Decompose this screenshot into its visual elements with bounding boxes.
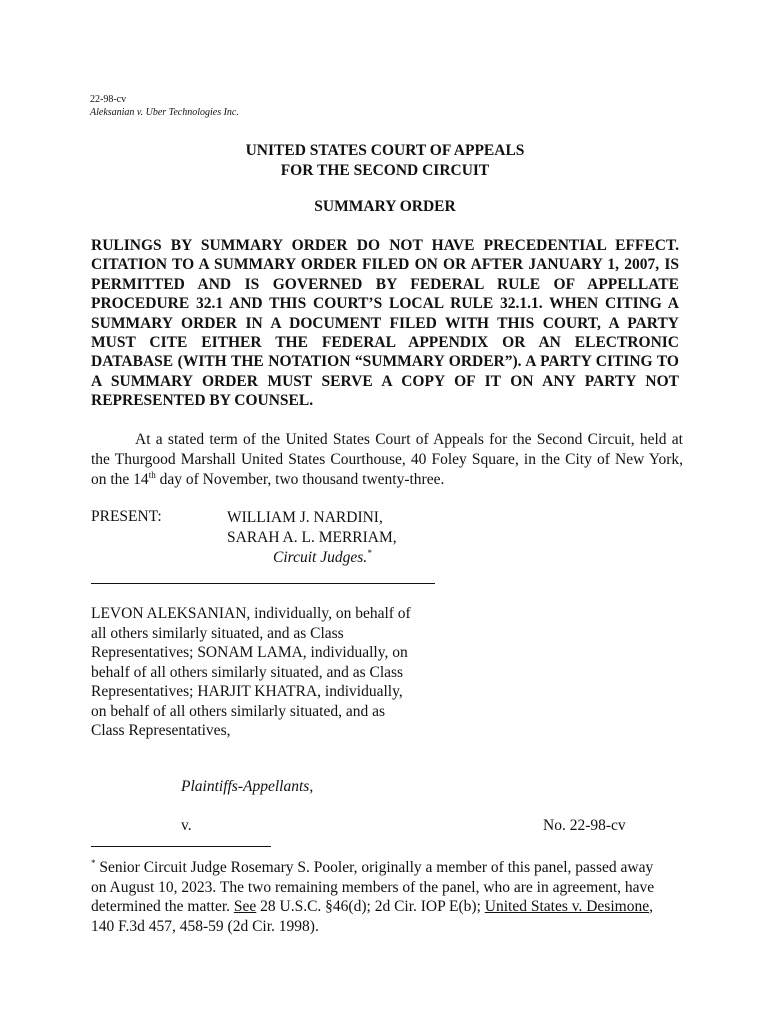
court-name-line2: FOR THE SECOND CIRCUIT xyxy=(280,161,490,179)
footnote-reference-mark: * xyxy=(367,547,372,558)
judges-block xyxy=(227,508,397,568)
header-docket: 22-98-cv xyxy=(90,94,127,105)
footnote xyxy=(91,854,666,936)
footnote-text-1: Senior Circuit Judge Rosemary S. Pooler, originally a member of this panel, passed away on August 10, 2023. The two remaining members of the panel, who are in agreement, have determined the matter. xyxy=(91,859,655,916)
party-role xyxy=(181,778,313,796)
court-name xyxy=(0,141,770,180)
docket-number: No. 22-98-cv xyxy=(543,817,626,834)
document-title: SUMMARY ORDER xyxy=(314,198,456,215)
footnote-text-2: 28 U.S.C. §46(d); 2d Cir. IOP E(b); xyxy=(256,898,485,916)
judges-title xyxy=(227,548,397,568)
precedential-notice: RULINGS BY SUMMARY ORDER DO NOT HAVE PRECEDENTIAL EFFECT. CITATION TO A SUMMARY ORDER FILED ON OR AFTER JANUARY 1, 2007, IS PERMITTED AND IS GOVERNED BY FEDERAL RULE OF APPELLATE PROCEDURE 32.1 AND THIS COURT’S LOCAL RULE 32.1.1. WHEN CITING A SUMMARY ORDER IN A DOCUMENT FILED WITH THIS COURT, A PARTY MUST CITE EITHER THE FEDERAL APPENDIX OR AN ELECTRONIC DATABASE (WITH THE NOTATION “SUMMARY ORDER”). A PARTY CITING TO A SUMMARY ORDER MUST SERVE A COPY OF IT ON ANY PARTY NOT REPRESENTED BY COUNSEL. xyxy=(91,237,679,410)
footnote-divider xyxy=(91,846,271,847)
court-name-line1: UNITED STATES COURT OF APPEALS xyxy=(245,142,525,159)
versus: v. xyxy=(181,817,192,834)
judge-merriam: SARAH A. L. MERRIAM, xyxy=(227,529,397,546)
header-caption: Aleksanian v. Uber Technologies Inc. xyxy=(90,107,239,118)
recital-text-end: day of November, two thousand twenty-three. xyxy=(155,471,445,488)
plaintiffs-caption: LEVON ALEKSANIAN, individually, on behalf of all others similarly situated, and as Class Representatives; SONAM LAMA, individually, on behalf of all others similarly situated, and as Class Representatives; HARJIT KHATRA, individually, on behalf of all others similarly situated, and as Class Representatives, xyxy=(91,605,411,739)
present-label: PRESENT: xyxy=(91,508,162,525)
party-role-comma: , xyxy=(309,778,314,795)
judges-title-text: Circuit Judges. xyxy=(273,549,368,566)
recital-ordinal: th xyxy=(148,469,156,480)
caption-divider xyxy=(91,583,435,584)
judge-nardini: WILLIAM J. NARDINI, xyxy=(227,509,383,526)
party-role-text: Plaintiffs-Appellants xyxy=(181,778,310,795)
footnote-text-3: , 140 F.3d 457, 458-59 (2d Cir. 1998). xyxy=(91,898,653,935)
recital-text-start: At a stated term of the United States Court of Appeals for the Second Circuit, held at the Thurgood Marshall United States Courthouse, 40 Foley Square, in the City of New York, on the 14 xyxy=(91,431,683,488)
footnote-mark: * xyxy=(91,858,96,868)
running-header xyxy=(90,93,239,119)
recital-paragraph xyxy=(91,430,683,490)
footnote-see-signal: See xyxy=(233,898,257,916)
footnote-case-name: United States v. Desimone xyxy=(484,898,650,916)
